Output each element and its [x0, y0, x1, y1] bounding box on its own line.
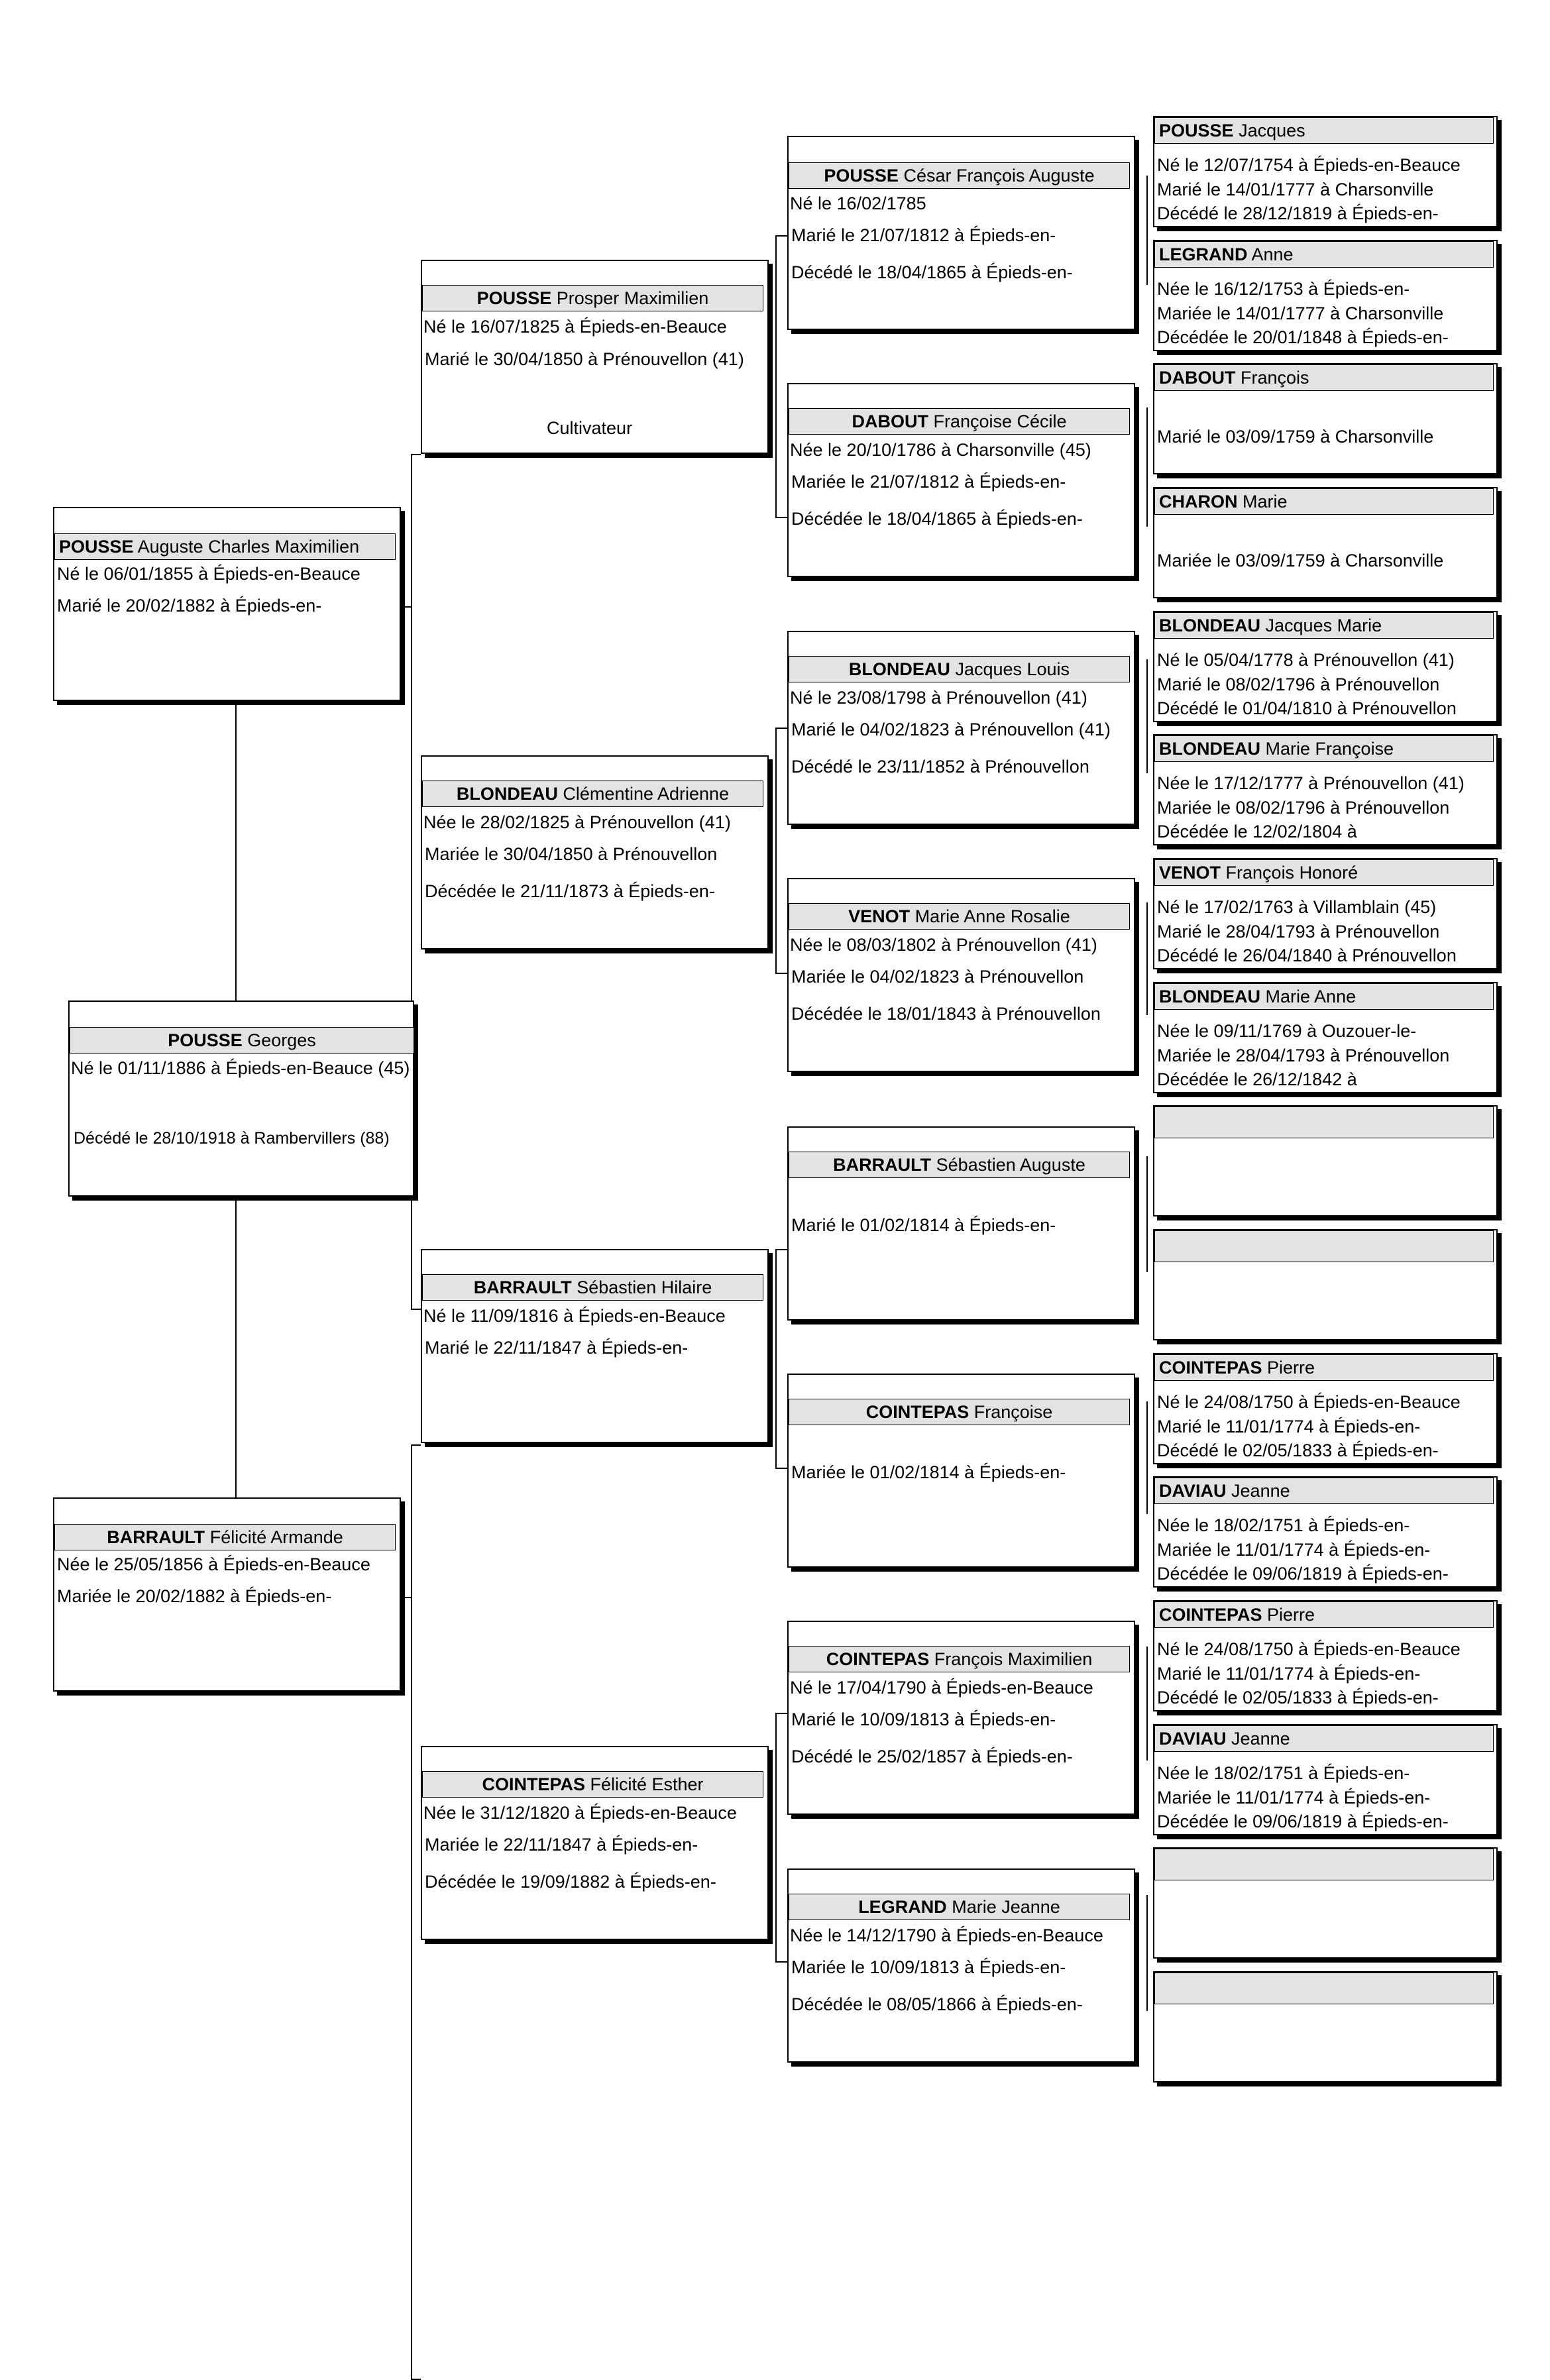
birth-line: Né le 12/07/1754 à Épieds-en-Beauce: [1157, 155, 1461, 175]
surname: POUSSE: [1159, 121, 1234, 140]
marriage-line: Mariée le 14/01/1777 à Charsonville: [1157, 303, 1444, 323]
empty-person-card: [1153, 1847, 1498, 1959]
connector: [1146, 902, 1148, 1015]
connector: [1146, 1895, 1148, 2011]
connector: [775, 235, 787, 237]
death-line: Décédé le 25/02/1857 à Épieds-en-: [791, 1747, 1073, 1766]
birth-line: Né le 01/11/1886 à Épieds-en-Beauce (45): [71, 1058, 410, 1078]
person-name: [1154, 983, 1494, 1010]
person-card-jeanne-daviau-2: [1153, 1724, 1498, 1835]
connector: [775, 728, 787, 729]
person-name: [1154, 488, 1494, 515]
person-card-marie-jeanne: [787, 1868, 1135, 2063]
person-card-clementine: [421, 755, 769, 949]
surname: VENOT: [848, 906, 911, 926]
empty-name-bar: [1154, 1849, 1494, 1880]
marriage-line: Marié le 30/04/1850 à Prénouvellon (41): [425, 349, 744, 369]
marriage-line: Mariée le 28/04/1793 à Prénouvellon: [1157, 1046, 1450, 1065]
death-line: Décédé le 18/04/1865 à Épieds-en-: [791, 262, 1073, 282]
surname: POUSSE: [59, 537, 134, 557]
death-line: Décédé le 23/11/1852 à Prénouvellon: [791, 757, 1089, 777]
birth-line: Né le 24/08/1750 à Épieds-en-Beauce: [1157, 1392, 1461, 1412]
death-line: Décédé le 28/12/1819 à Épieds-en-: [1157, 203, 1439, 223]
person-name: [1154, 859, 1494, 886]
connector: [775, 1961, 787, 1963]
birth-line: Née le 31/12/1820 à Épieds-en-Beauce: [423, 1803, 737, 1823]
birth-line: Née le 09/11/1769 à Ouzouer-le-: [1157, 1021, 1417, 1041]
surname: LEGRAND: [858, 1897, 947, 1917]
given-name: Sébastien Auguste: [936, 1155, 1085, 1175]
person-name: [789, 1399, 1130, 1425]
given-name: François Honoré: [1225, 863, 1358, 883]
connector: [401, 606, 411, 608]
given-name: Jacques: [1239, 121, 1305, 140]
given-name: Jacques Marie: [1265, 616, 1382, 635]
given-name: Pierre: [1267, 1358, 1315, 1378]
connector: [775, 973, 787, 974]
death-line: Décédé le 28/10/1918 à Rambervillers (88): [74, 1129, 390, 1148]
connector: [1146, 659, 1148, 773]
death-line: Décédée le 18/01/1843 à Prénouvellon: [791, 1004, 1101, 1024]
connector: [775, 1468, 787, 1469]
person-name: [789, 1894, 1130, 1920]
death-line: Décédée le 12/02/1804 à: [1157, 822, 1357, 841]
connector: [411, 1309, 421, 1310]
person-card-marie-francoise: [1153, 734, 1498, 845]
given-name: Marie: [1243, 492, 1288, 512]
birth-line: Née le 18/02/1751 à Épieds-en-: [1157, 1515, 1410, 1535]
marriage-line: Marié le 28/04/1793 à Prénouvellon: [1157, 922, 1440, 942]
death-line: Décédée le 20/01/1848 à Épieds-en-: [1157, 327, 1449, 347]
connector: [1146, 1401, 1148, 1514]
surname: POUSSE: [824, 166, 899, 186]
person-name: [1154, 1725, 1494, 1752]
birth-line: Né le 23/08/1798 à Prénouvellon (41): [790, 688, 1087, 708]
person-name: [1154, 735, 1494, 762]
person-name: [1154, 117, 1494, 144]
connector: [235, 1196, 237, 1501]
person-card-prosper: [421, 260, 769, 454]
person-card-cesar: [787, 136, 1135, 330]
person-card-jacques-pousse: [1153, 116, 1498, 227]
marriage-line: Marié le 03/09/1759 à Charsonville: [1157, 427, 1434, 447]
surname: COINTEPAS: [1159, 1358, 1262, 1378]
person-name: [1154, 364, 1494, 391]
person-card-francois-dabout: [1153, 363, 1498, 474]
marriage-line: Mariée le 22/11/1847 à Épieds-en-: [425, 1835, 698, 1855]
marriage-line: Marié le 14/01/1777 à Charsonville: [1157, 180, 1434, 199]
death-line: Décédé le 02/05/1833 à Épieds-en-: [1157, 1688, 1439, 1707]
person-card-jacques-louis: [787, 631, 1135, 825]
person-name: [54, 1524, 396, 1550]
person-card-felicite-esther: [421, 1746, 769, 1940]
connector: [1146, 407, 1148, 527]
birth-line: Né le 17/04/1790 à Épieds-en-Beauce: [790, 1678, 1093, 1698]
death-line: Décédée le 19/09/1882 à Épieds-en-: [425, 1872, 716, 1892]
given-name: Marie Jeanne: [952, 1897, 1060, 1917]
given-name: Sébastien Hilaire: [577, 1277, 712, 1297]
connector: [235, 701, 237, 1001]
given-name: Anne: [1251, 244, 1294, 264]
death-line: Décédé le 26/04/1840 à Prénouvellon: [1157, 946, 1457, 965]
marriage-line: Mariée le 08/02/1796 à Prénouvellon: [1157, 798, 1450, 818]
person-name: [70, 1027, 414, 1054]
surname: BLONDEAU: [1159, 739, 1260, 759]
person-card-pierre-cointepas-2: [1153, 1600, 1498, 1711]
occupation-line: Cultivateur: [547, 418, 633, 438]
person-name: [422, 1274, 763, 1301]
birth-line: Né le 16/02/1785: [790, 193, 926, 213]
surname: CHARON: [1159, 492, 1238, 512]
person-name: [422, 285, 763, 311]
marriage-line: Mariée le 21/07/1812 à Épieds-en-: [791, 472, 1066, 492]
person-card-anne-legrand: [1153, 240, 1498, 351]
person-name: [789, 1646, 1130, 1672]
marriage-line: Marié le 08/02/1796 à Prénouvellon: [1157, 675, 1440, 694]
given-name: Jeanne: [1231, 1729, 1290, 1749]
connector: [1146, 176, 1148, 285]
connector: [775, 517, 787, 518]
empty-name-bar: [1154, 1973, 1494, 2004]
given-name: Françoise Cécile: [933, 411, 1067, 431]
marriage-line: Mariée le 11/01/1774 à Épieds-en-: [1157, 1788, 1431, 1808]
person-card-francoise-cecile: [787, 383, 1135, 577]
given-name: François: [1241, 368, 1309, 388]
marriage-line: Mariée le 30/04/1850 à Prénouvellon: [425, 844, 718, 864]
surname: LEGRAND: [1159, 244, 1248, 264]
connector: [1146, 1156, 1148, 1272]
marriage-line: Mariée le 03/09/1759 à Charsonville: [1157, 551, 1444, 570]
given-name: Félicité Esther: [590, 1774, 704, 1794]
marriage-line: Mariée le 11/01/1774 à Épieds-en-: [1157, 1540, 1431, 1560]
marriage-line: Marié le 01/02/1814 à Épieds-en-: [791, 1215, 1056, 1235]
birth-line: Né le 06/01/1855 à Épieds-en-Beauce: [57, 564, 360, 584]
connector: [411, 454, 421, 455]
person-name: [1154, 1601, 1494, 1628]
given-name: César François Auguste: [903, 166, 1095, 186]
birth-line: Né le 24/08/1750 à Épieds-en-Beauce: [1157, 1639, 1461, 1659]
person-name: [789, 408, 1130, 435]
given-name: Françoise: [973, 1402, 1053, 1422]
given-name: François Maximilien: [934, 1649, 1093, 1669]
marriage-line: Marié le 10/09/1813 à Épieds-en-: [791, 1709, 1056, 1729]
surname: BARRAULT: [473, 1277, 572, 1297]
death-line: Décédée le 08/05/1866 à Épieds-en-: [791, 1994, 1083, 2014]
surname: COINTEPAS: [826, 1649, 930, 1669]
surname: DABOUT: [1159, 368, 1236, 388]
marriage-line: Mariée le 10/09/1813 à Épieds-en-: [791, 1957, 1066, 1977]
birth-line: Née le 08/03/1802 à Prénouvellon (41): [790, 935, 1097, 955]
person-name: [422, 781, 763, 807]
person-card-sebastien-auguste: [787, 1126, 1135, 1321]
death-line: Décédée le 26/12/1842 à: [1157, 1069, 1357, 1089]
birth-line: Née le 25/05/1856 à Épieds-en-Beauce: [57, 1554, 370, 1574]
connector: [411, 1444, 412, 2379]
person-name: [789, 656, 1130, 682]
person-card-francoise-c: [787, 1374, 1135, 1568]
person-name: [789, 1152, 1130, 1178]
surname: BLONDEAU: [848, 659, 950, 679]
birth-line: Née le 17/12/1777 à Prénouvellon (41): [1157, 773, 1465, 793]
given-name: Marie Anne Rosalie: [914, 906, 1070, 926]
connector: [1146, 1647, 1148, 1760]
person-card-marie-anne-blondeau: [1153, 982, 1498, 1093]
empty-name-bar: [1154, 1230, 1494, 1262]
empty-name-bar: [1154, 1107, 1494, 1138]
person-card-jacques-marie: [1153, 611, 1498, 722]
given-name: Marie Anne: [1265, 987, 1356, 1006]
surname: BARRAULT: [833, 1155, 932, 1175]
empty-person-card: [1153, 1229, 1498, 1340]
surname: BARRAULT: [107, 1527, 205, 1547]
marriage-line: Mariée le 04/02/1823 à Prénouvellon: [791, 967, 1084, 987]
death-line: Décédé le 02/05/1833 à Épieds-en-: [1157, 1440, 1439, 1460]
marriage-line: Marié le 11/01/1774 à Épieds-en-: [1157, 1417, 1421, 1436]
death-line: Décédée le 09/06/1819 à Épieds-en-: [1157, 1564, 1449, 1584]
death-line: Décédée le 18/04/1865 à Épieds-en-: [791, 509, 1083, 529]
person-card-georges: [68, 1001, 414, 1197]
person-card-jeanne-daviau-1: [1153, 1476, 1498, 1588]
marriage-line: Mariée le 20/02/1882 à Épieds-en-: [57, 1586, 332, 1606]
birth-line: Née le 28/02/1825 à Prénouvellon (41): [423, 812, 731, 832]
person-card-marie-charon: [1153, 487, 1498, 598]
marriage-line: Marié le 21/07/1812 à Épieds-en-: [791, 225, 1056, 245]
death-line: Décédé le 01/04/1810 à Prénouvellon: [1157, 698, 1457, 718]
given-name: Marie Françoise: [1265, 739, 1394, 759]
birth-line: Née le 14/12/1790 à Épieds-en-Beauce: [790, 1925, 1103, 1945]
given-name: Auguste Charles Maximilien: [137, 537, 360, 557]
person-name: [1154, 241, 1494, 268]
given-name: Pierre: [1267, 1605, 1315, 1625]
surname: BLONDEAU: [1159, 616, 1260, 635]
connector: [775, 235, 777, 517]
connector: [775, 1249, 787, 1250]
surname: COINTEPAS: [482, 1774, 585, 1794]
person-name: [1154, 1354, 1494, 1381]
person-name: [1154, 1478, 1494, 1504]
empty-person-card: [1153, 1105, 1498, 1217]
birth-line: Né le 17/02/1763 à Villamblain (45): [1157, 897, 1437, 917]
surname: COINTEPAS: [1159, 1605, 1262, 1625]
person-card-sebastien-hilaire: [421, 1249, 769, 1443]
surname: DAVIAU: [1159, 1729, 1227, 1749]
marriage-line: Marié le 20/02/1882 à Épieds-en-: [57, 596, 322, 616]
person-card-marie-anne-rosalie: [787, 878, 1135, 1072]
marriage-line: Marié le 22/11/1847 à Épieds-en-: [425, 1338, 689, 1358]
person-name: [1154, 612, 1494, 639]
person-name: [789, 903, 1130, 930]
birth-line: Née le 18/02/1751 à Épieds-en-: [1157, 1763, 1410, 1783]
death-line: Décédée le 09/06/1819 à Épieds-en-: [1157, 1812, 1449, 1831]
person-card-pierre-cointepas-1: [1153, 1353, 1498, 1464]
marriage-line: Marié le 11/01/1774 à Épieds-en-: [1157, 1664, 1421, 1684]
death-line: Décédée le 21/11/1873 à Épieds-en-: [425, 881, 715, 901]
surname: VENOT: [1159, 863, 1221, 883]
birth-line: Né le 16/07/1825 à Épieds-en-Beauce: [423, 317, 727, 337]
surname: POUSSE: [476, 288, 552, 308]
person-name: [789, 162, 1130, 189]
person-name: [54, 533, 396, 560]
connector: [411, 1444, 421, 1446]
connector: [775, 728, 777, 973]
given-name: Prosper Maximilien: [556, 288, 709, 308]
connector: [775, 1713, 777, 1961]
birth-line: Né le 11/09/1816 à Épieds-en-Beauce: [423, 1306, 726, 1326]
person-card-auguste: [53, 507, 401, 701]
birth-line: Née le 20/10/1786 à Charsonville (45): [790, 440, 1091, 460]
surname: DABOUT: [852, 411, 928, 431]
person-card-felicite-armande: [53, 1497, 401, 1692]
person-card-francois-maximilien: [787, 1621, 1135, 1815]
birth-line: Né le 05/04/1778 à Prénouvellon (41): [1157, 650, 1455, 670]
given-name: Jeanne: [1231, 1481, 1290, 1501]
marriage-line: Mariée le 01/02/1814 à Épieds-en-: [791, 1462, 1066, 1482]
person-card-francois-honore: [1153, 858, 1498, 969]
marriage-line: Marié le 04/02/1823 à Prénouvellon (41): [791, 720, 1111, 739]
surname: BLONDEAU: [1159, 987, 1260, 1006]
given-name: Clémentine Adrienne: [563, 784, 730, 804]
surname: BLONDEAU: [456, 784, 558, 804]
connector: [401, 1597, 411, 1598]
given-name: Jacques Louis: [955, 659, 1070, 679]
connector: [775, 1249, 777, 1468]
connector: [775, 1713, 787, 1714]
person-name: [422, 1771, 763, 1798]
empty-person-card: [1153, 1971, 1498, 2082]
birth-line: Née le 16/12/1753 à Épieds-en-: [1157, 279, 1410, 299]
surname: COINTEPAS: [865, 1402, 969, 1422]
surname: POUSSE: [168, 1030, 243, 1050]
given-name: Félicité Armande: [209, 1527, 343, 1547]
given-name: Georges: [247, 1030, 316, 1050]
surname: DAVIAU: [1159, 1481, 1227, 1501]
